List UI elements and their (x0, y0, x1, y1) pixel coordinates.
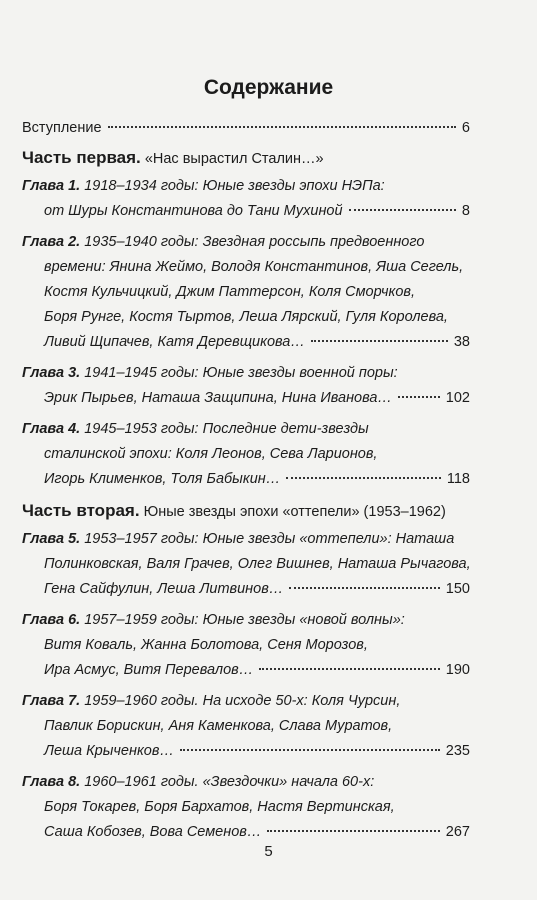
dot-leader (267, 830, 439, 832)
chapter-text: Боря Токарев, Боря Бархатов, Настя Вертинская, (44, 799, 395, 815)
toc-line (22, 714, 470, 739)
part-label: Часть вторая. (22, 501, 140, 520)
part-label: Часть первая. (22, 148, 141, 167)
toc-line (22, 739, 470, 764)
page-title: Содержание (203, 76, 334, 99)
toc-line (22, 527, 470, 552)
chapter-text: 1941–1945 годы: Юные звезды военной поры: (84, 365, 398, 381)
toc-line (22, 633, 470, 658)
toc-line (22, 689, 470, 714)
chapter-text: Ливий Щипачев, Катя Деревщикова… (44, 334, 305, 350)
toc-line (22, 442, 470, 467)
chapter-label: Глава 8. (22, 774, 81, 790)
toc-line (22, 361, 470, 386)
dot-leader (286, 477, 441, 479)
dot-leader (180, 749, 440, 751)
toc-line (22, 230, 470, 255)
toc-chapter (22, 417, 470, 492)
chapter-text: времени: Янина Жеймо, Володя Константинов, Яша Сегель, (44, 259, 464, 275)
chapter-text: 1957–1959 годы: Юные звезды «новой волны»: (84, 612, 405, 628)
dot-leader (349, 209, 456, 211)
table-of-contents (22, 116, 470, 851)
chapter-text: 1959–1960 годы. На исходе 50-х: Коля Чурсин, (84, 693, 401, 709)
toc-line (22, 386, 470, 411)
dot-leader (259, 668, 440, 670)
chapter-text: 1960–1961 годы. «Звездочки» начала 60-х: (84, 774, 375, 790)
part-heading-2 (22, 498, 470, 525)
chapter-text: Эрик Пырьев, Наташа Защипина, Нина Иванова… (44, 390, 392, 406)
toc-line (22, 199, 470, 224)
toc-chapter (22, 527, 470, 602)
toc-entry-intro (22, 116, 470, 141)
chapter-text: Боря Рунге, Костя Тыртов, Леша Лярский, Гуля Королева, (44, 309, 448, 325)
toc-line (22, 330, 470, 355)
toc-entry-title: Вступление (22, 120, 102, 136)
chapter-text: Ира Асмус, Витя Перевалов… (44, 662, 254, 678)
toc-line (22, 174, 470, 199)
toc-page-number: 102 (445, 390, 470, 406)
toc-chapter (22, 230, 470, 355)
chapter-text: Игорь Клименков, Толя Бабыкин… (44, 471, 281, 487)
toc-line (22, 552, 470, 577)
toc-page-number: 118 (446, 471, 470, 487)
toc-line (22, 255, 470, 280)
toc-chapter (22, 770, 470, 845)
toc-page-number: 150 (445, 581, 470, 597)
toc-line (22, 795, 470, 820)
chapter-text: 1945–1953 годы: Последние дети-звезды (84, 421, 369, 437)
toc-line (22, 608, 470, 633)
toc-page-number: 8 (461, 203, 470, 219)
dot-leader (311, 340, 448, 342)
chapter-label: Глава 2. (22, 234, 81, 250)
chapter-text: Витя Коваль, Жанна Болотова, Сеня Морозов, (44, 637, 368, 653)
chapter-label: Глава 4. (22, 421, 81, 437)
toc-line (22, 280, 470, 305)
chapter-label: Глава 5. (22, 531, 81, 547)
toc-line (22, 417, 470, 442)
chapter-text: Саша Кобозев, Вова Семенов… (44, 824, 262, 840)
part-subtitle: Юные звезды эпохи «оттепели» (1953–1962) (143, 504, 446, 520)
chapter-label: Глава 3. (22, 365, 81, 381)
chapter-text: Полинковская, Валя Грачев, Олег Вишнев, Наташа Рычагова, (44, 556, 471, 572)
toc-line (22, 658, 470, 683)
page-number: 5 (264, 843, 273, 860)
chapter-text: Павлик Борискин, Аня Каменкова, Слава Муратов, (44, 718, 393, 734)
chapter-text: 1918–1934 годы: Юные звезды эпохи НЭПа: (84, 178, 385, 194)
chapter-label: Глава 7. (22, 693, 81, 709)
dot-leader (289, 587, 440, 589)
chapter-text: Гена Сайфулин, Леша Литвинов… (44, 581, 284, 597)
chapter-text: Костя Кульчицкий, Джим Паттерсон, Коля Сморчков, (44, 284, 415, 300)
toc-page-number: 38 (453, 334, 470, 350)
chapter-text: от Шуры Константинова до Тани Мухиной (44, 203, 343, 219)
chapter-text: 1953–1957 годы: Юные звезды «оттепели»: Наташа (84, 531, 455, 547)
toc-page-number: 235 (445, 743, 470, 759)
toc-chapter (22, 608, 470, 683)
toc-line (22, 770, 470, 795)
toc-chapter (22, 361, 470, 411)
toc-line (22, 305, 470, 330)
toc-page-number: 267 (445, 824, 470, 840)
toc-line (22, 820, 470, 845)
toc-chapter (22, 174, 470, 224)
dot-leader (108, 126, 456, 128)
toc-chapter (22, 689, 470, 764)
part-subtitle: «Нас вырастил Сталин…» (144, 151, 324, 167)
toc-page-number: 6 (461, 120, 470, 136)
dot-leader (398, 396, 440, 398)
part-heading-1 (22, 145, 470, 172)
chapter-text: Леша Крыченков… (44, 743, 174, 759)
chapter-text: сталинской эпохи: Коля Леонов, Сева Ларионов, (44, 446, 378, 462)
chapter-label: Глава 1. (22, 178, 81, 194)
toc-line (22, 577, 470, 602)
chapter-label: Глава 6. (22, 612, 81, 628)
chapter-text: 1935–1940 годы: Звездная россыпь предвоенного (84, 234, 425, 250)
toc-page-number: 190 (445, 662, 470, 678)
toc-line (22, 467, 470, 492)
